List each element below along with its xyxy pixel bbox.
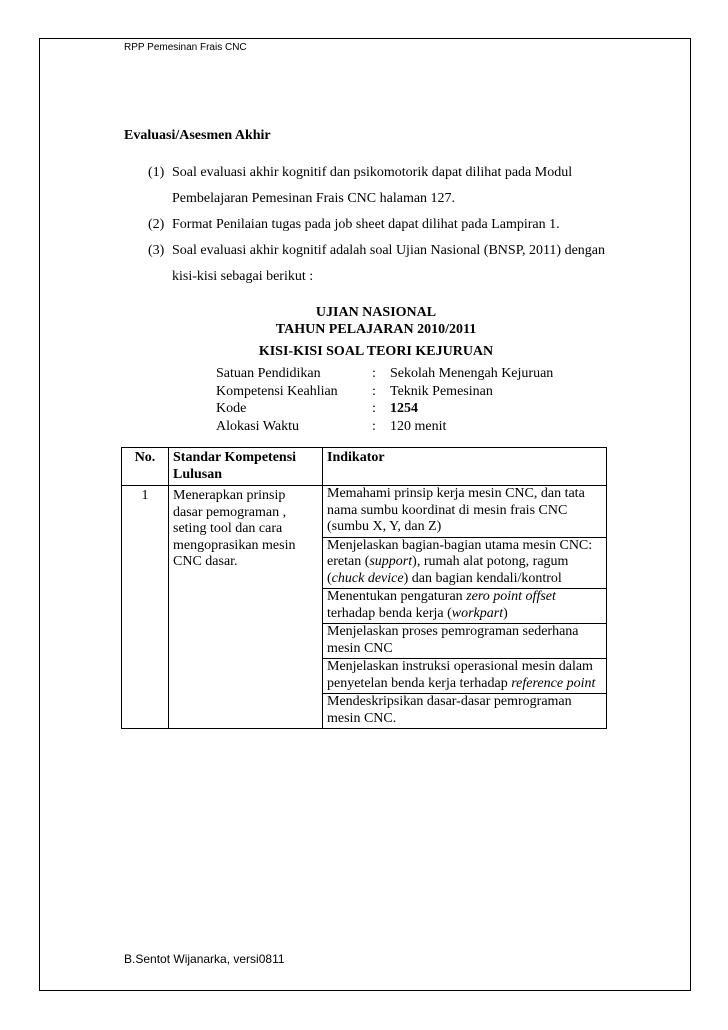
indicator-text: Menjelaskan proses pemrograman sederhana mesin CNC <box>327 624 579 656</box>
info-value: 120 menit <box>390 418 447 434</box>
kisi-title: KISI-KISI SOAL TEORI KEJURUAN <box>258 344 494 359</box>
info-colon: : <box>372 418 376 434</box>
table-row <box>122 486 607 729</box>
info-key: Alokasi Waktu <box>216 418 299 434</box>
indicator-italic: chuck device <box>331 570 404 586</box>
indicator-italic: support <box>369 554 413 569</box>
exam-year: TAHUN PELAJARAN 2010/2011 <box>275 322 477 337</box>
kisi-table <box>121 447 607 729</box>
cell-sk: Menerapkan prinsip dasar pemograman , seting tool dan cara mengoprasikan mesin CNC dasar. <box>169 486 323 729</box>
cell-no: 1 <box>122 486 169 729</box>
info-key: Kode <box>216 401 247 416</box>
info-colon: : <box>372 383 376 399</box>
info-key: Satuan Pendidikan <box>216 366 321 381</box>
list-item <box>148 238 608 290</box>
table-header-row <box>122 448 607 486</box>
indicator-item <box>323 659 606 694</box>
list-item <box>148 212 608 238</box>
info-colon: : <box>372 401 376 416</box>
info-row <box>216 365 553 383</box>
info-row <box>216 400 553 418</box>
item-text: Soal evaluasi akhir kognitif dan psikomotorik dapat dilihat pada Modul Pembelajaran Pemesinan Frais CNC halaman 127. <box>172 165 573 206</box>
cell-indikator <box>323 486 607 729</box>
exam-title: UJIAN NASIONAL <box>315 305 437 320</box>
item-text: Soal evaluasi akhir kognitif adalah soal Ujian Nasional (BNSP, 2011) dengan kisi-kisi sebagai berikut : <box>172 243 606 284</box>
indicator-italic: workpart <box>451 605 504 621</box>
evaluation-list <box>148 160 608 290</box>
indicator-item <box>323 486 606 538</box>
page-header: RPP Pemesinan Frais CNC <box>124 42 247 53</box>
info-row <box>216 418 553 436</box>
indicator-text: Menjelaskan instruksi operasional mesin dalam penyetelan benda kerja terhadap <box>327 659 593 691</box>
info-value: Teknik Pemesinan <box>390 383 493 399</box>
item-number: (3) <box>148 243 165 258</box>
exam-info <box>216 365 553 435</box>
info-row <box>216 383 553 401</box>
indicator-text: ), rumah alat potong, ragum ( <box>327 554 569 586</box>
item-number: (1) <box>148 165 165 180</box>
page-footer: B.Sentot Wijanarka, versi0811 <box>124 952 285 966</box>
indicator-item <box>323 589 606 624</box>
col-header-indikator: Indikator <box>323 448 607 486</box>
item-number: (2) <box>148 217 165 232</box>
indicator-item <box>323 694 606 728</box>
indicator-text: Menentukan pengaturan <box>327 589 467 604</box>
col-header-no: No. <box>122 448 169 486</box>
col-header-sk: Standar Kompetensi Lulusan <box>169 448 323 486</box>
indicator-text: Mendeskripsikan dasar-dasar pemrograman mesin CNC. <box>327 694 572 726</box>
indicator-text: Menjelaskan bagian-bagian utama mesin CNC: eretan ( <box>327 537 593 569</box>
indicator-item <box>323 624 606 659</box>
info-key: Kompetensi Keahlian <box>216 383 338 399</box>
indicator-item <box>323 538 606 590</box>
info-value: Sekolah Menengah Kejuruan <box>390 366 554 381</box>
indicator-text: ) dan bagian kendali/kontrol <box>403 570 562 586</box>
indicator-text: ) <box>503 605 508 621</box>
indicator-text: terhadap benda kerja ( <box>327 605 452 621</box>
section-title: Evaluasi/Asesmen Akhir <box>124 128 271 143</box>
indicator-italic: reference point <box>511 675 596 691</box>
list-item <box>148 160 608 212</box>
info-colon: : <box>372 366 376 381</box>
item-text: Format Penilaian tugas pada job sheet dapat dilihat pada Lampiran 1. <box>172 217 560 232</box>
info-value: 1254 <box>390 401 418 416</box>
indicator-italic: zero point offset <box>466 589 556 604</box>
indicator-text: Memahami prinsip kerja mesin CNC, dan tata nama sumbu koordinat di mesin frais CNC (sumbu X, Y, dan Z) <box>327 486 585 534</box>
